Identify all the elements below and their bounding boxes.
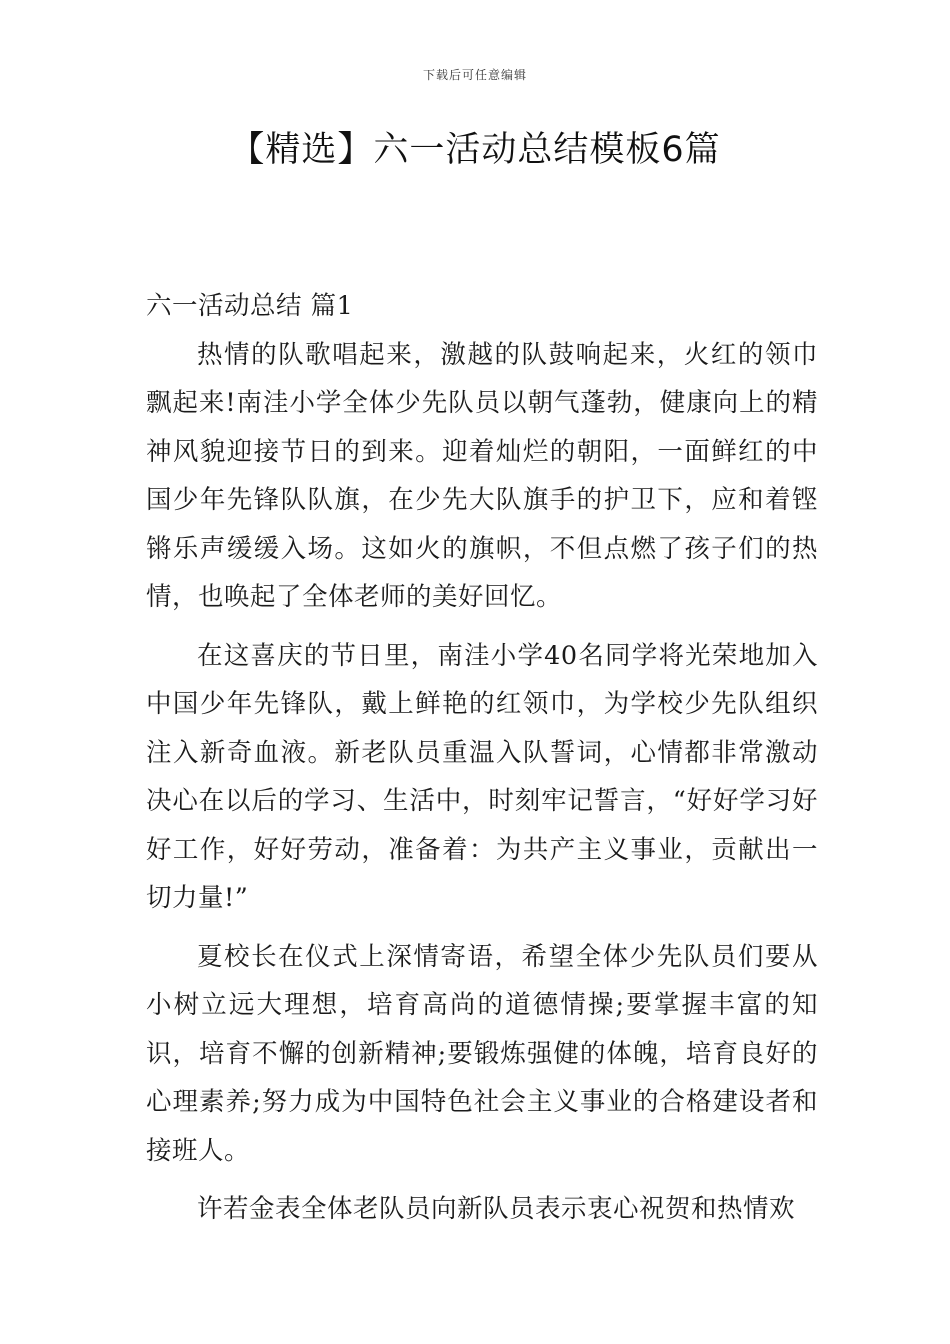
section-heading: 六一活动总结 篇1	[146, 291, 354, 321]
paragraph: 许若金表全体老队员向新队员表示衷心祝贺和热情欢	[197, 1194, 796, 1224]
document-body	[146, 282, 818, 1234]
header-note: 下载后可任意编辑	[422, 68, 527, 82]
document-title: 【精选】六一活动总结模板6篇	[229, 130, 721, 170]
paragraph: 热情的队歌唱起来，激越的队鼓响起来，火红的领巾飘起来!南洼小学全体少先队员以朝气蓬勃，健康向上的精神风貌迎接节日的到来。迎着灿烂的朝阳，一面鲜红的中国少年先锋队队旗，在少先大队旗手的护卫下，应和着铿锵乐声缓缓入场。这如火的旗帜，不但点燃了孩子们的热情，也唤起了全体老师的美好回忆。	[146, 339, 818, 612]
paragraph: 夏校长在仪式上深情寄语，希望全体少先队员们要从小树立远大理想，培育高尚的道德情操;要掌握丰富的知识，培育不懈的创新精神;要锻炼强健的体魄，培育良好的心理素养;努力成为中国特色社会主义事业的合格建设者和接班人。	[146, 941, 818, 1166]
paragraph: 在这喜庆的节日里，南洼小学40名同学将光荣地加入中国少年先锋队，戴上鲜艳的红领巾，为学校少先队组织注入新奇血液。新老队员重温入队誓词，心情都非常激动决心在以后的学习、生活中，时刻牢记誓言，“好好学习好好工作，好好劳动，准备着：为共产主义事业，贡献出一切力量!”	[146, 640, 818, 913]
